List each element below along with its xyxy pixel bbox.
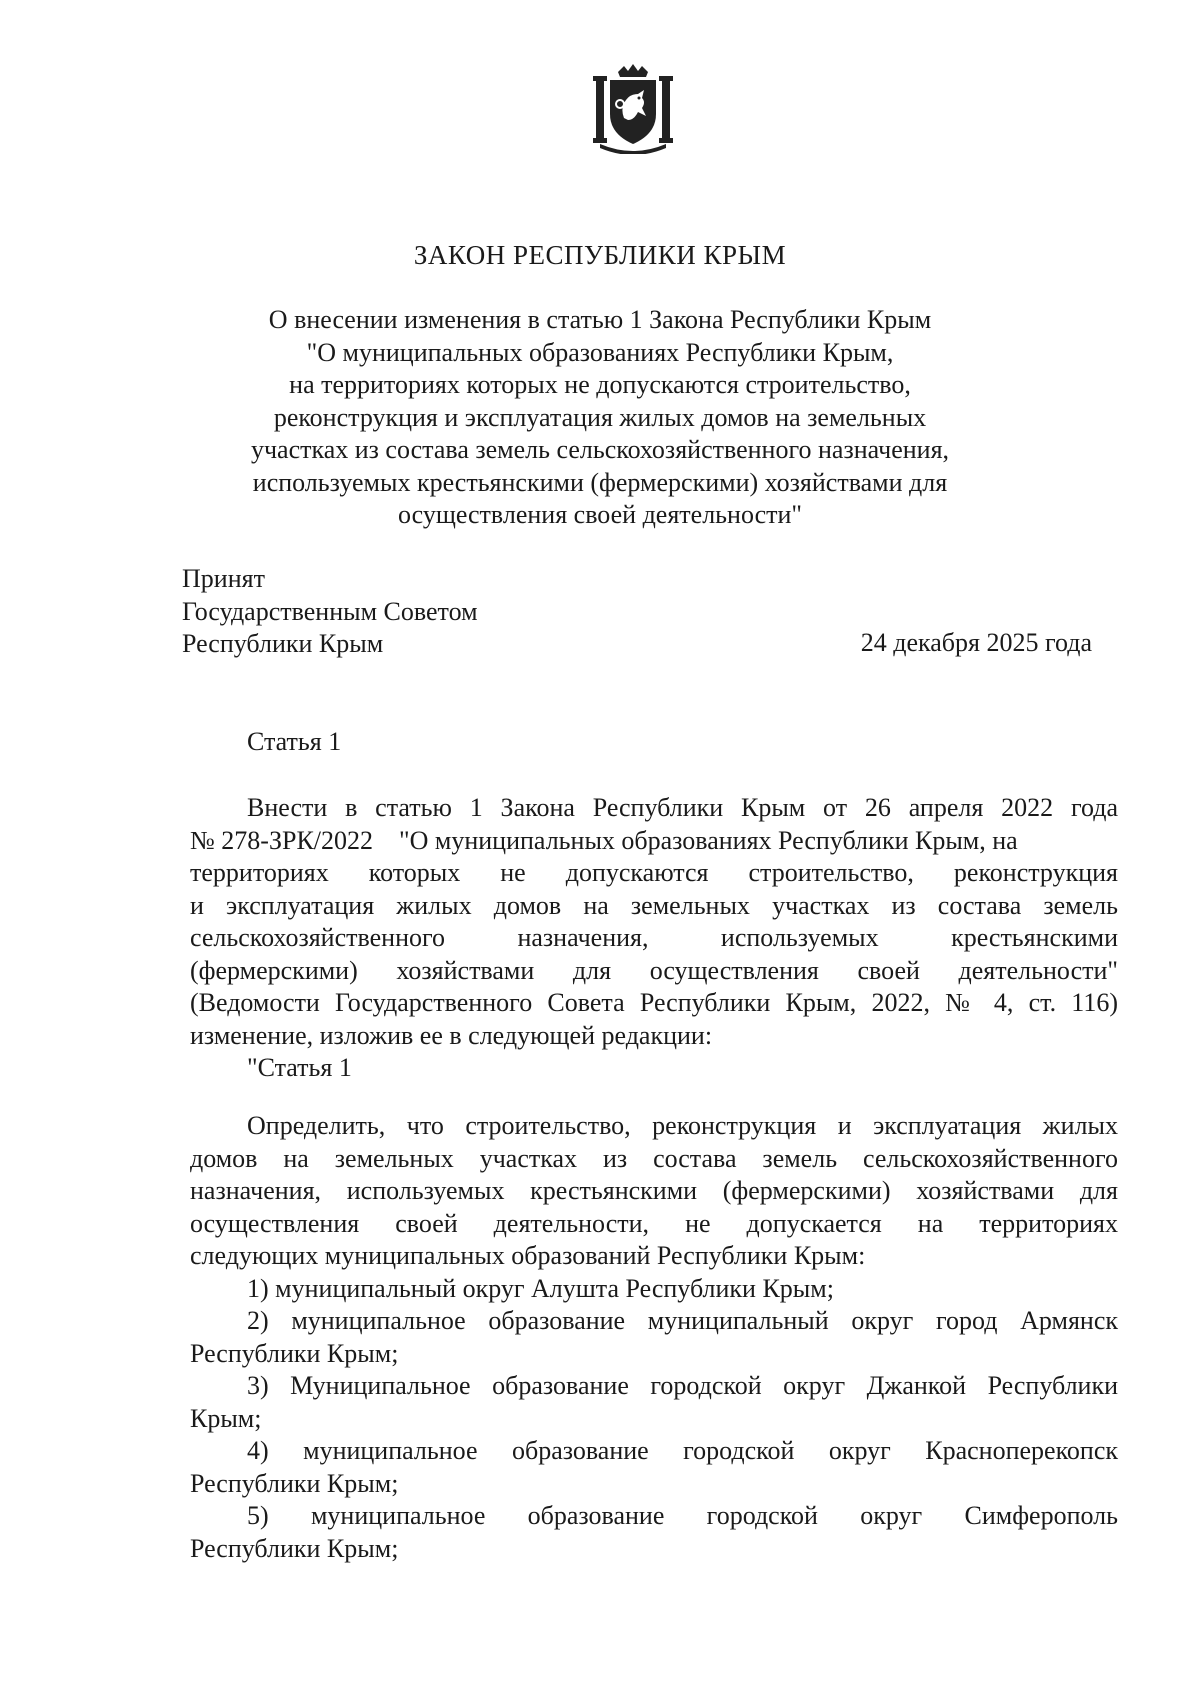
paragraph-line: № 278-ЗРК/2022 "О муниципальных образованиях Республики Крым, на — [190, 825, 1018, 855]
paragraph-line: изменение, изложив ее в следующей редакции: — [190, 1020, 713, 1050]
paragraph-line: следующих муниципальных образований Республики Крым: — [190, 1241, 866, 1270]
list-item: 4) муниципальное образование городской округ Красноперекопск — [247, 1436, 1118, 1465]
paragraph-amendment — [190, 792, 1118, 1085]
paragraph-line: территориях которых не допускаются строительство, реконструкция — [190, 858, 1118, 887]
adopted-line: Республики Крым — [182, 629, 384, 658]
subtitle-line: используемых крестьянскими (фермерскими) хозяйствами для — [252, 467, 948, 497]
paragraph-definition — [190, 1110, 1118, 1565]
paragraph-line: осуществления своей деятельности, не допускается на территориях — [190, 1208, 1118, 1238]
list-item: 1) муниципальный округ Алушта Республики Крым; — [247, 1273, 834, 1303]
paragraph-line: Внести в статью 1 Закона Республики Крым от 26 апреля 2022 года — [247, 793, 1118, 822]
list-item: 5) муниципальное образование городской округ Симферополь — [247, 1501, 1118, 1530]
paragraph-line: (фермерскими) хозяйствами для осуществления своей деятельности" — [190, 955, 1118, 985]
subtitle-line: участках из состава земель сельскохозяйственного назначения, — [250, 435, 950, 464]
list-item-continuation: Республики Крым; — [190, 1338, 399, 1368]
paragraph-line: Определить, что строительство, реконструкция и эксплуатация жилых — [247, 1111, 1118, 1140]
adoption-date: 24 декабря 2025 года — [860, 628, 1092, 657]
paragraph-line: сельскохозяйственного назначения, используемых крестьянскими — [190, 923, 1118, 952]
coat-of-arms-icon — [590, 62, 676, 154]
adopted-block — [182, 563, 478, 661]
quoted-article-heading: "Статья 1 — [247, 1053, 352, 1082]
list-item-continuation: Республики Крым; — [190, 1468, 399, 1498]
list-item-continuation: Республики Крым; — [190, 1533, 399, 1563]
law-subtitle — [150, 304, 1050, 532]
subtitle-line: "О муниципальных образованиях Республики Крым, — [306, 337, 894, 367]
paragraph-line: назначения, используемых крестьянскими (фермерскими) хозяйствами для — [190, 1176, 1118, 1205]
list-item-continuation: Крым; — [190, 1403, 262, 1433]
subtitle-line: реконструкция и эксплуатация жилых домов на земельных — [273, 402, 927, 432]
article-heading: Статья 1 — [247, 727, 342, 756]
paragraph-line: домов на земельных участках из состава земель сельскохозяйственного — [190, 1143, 1118, 1173]
paragraph-line: и эксплуатация жилых домов на земельных участках из состава земель — [190, 890, 1118, 920]
adopted-line: Принят — [182, 564, 265, 593]
paragraph-line: (Ведомости Государственного Совета Республики Крым, 2022, № 4, ст. 116) — [190, 988, 1118, 1017]
subtitle-line: на территориях которых не допускаются строительство, — [289, 370, 911, 399]
adopted-line: Государственным Советом — [182, 596, 478, 626]
list-item: 2) муниципальное образование муниципальный округ город Армянск — [247, 1306, 1118, 1335]
subtitle-line: осуществления своей деятельности" — [397, 500, 803, 529]
list-item: 3) Муниципальное образование городской округ Джанкой Республики — [247, 1371, 1118, 1400]
subtitle-line: О внесении изменения в статью 1 Закона Республики Крым — [268, 305, 932, 334]
document-title: ЗАКОН РЕСПУБЛИКИ КРЫМ — [413, 240, 787, 270]
